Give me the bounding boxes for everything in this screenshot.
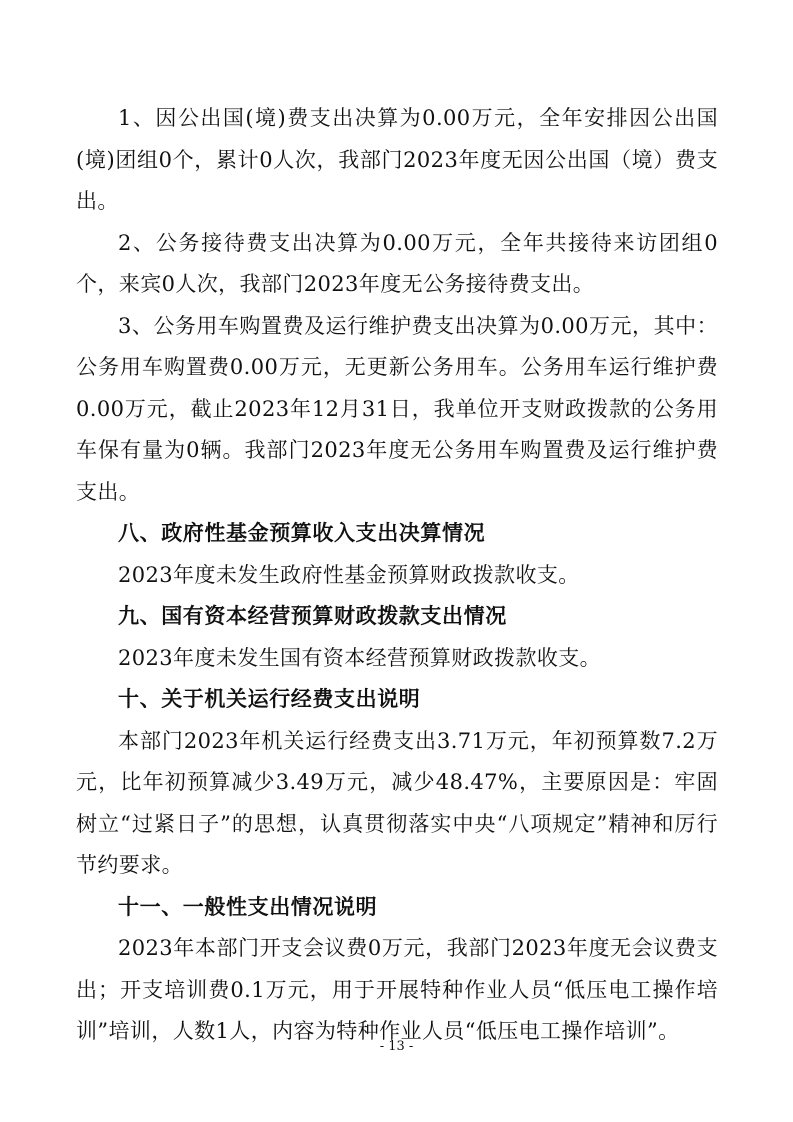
section-heading-10: 十、关于机关运行经费支出说明 bbox=[118, 687, 421, 711]
section-heading-8: 八、政府性基金预算收入支出决算情况 bbox=[118, 521, 486, 545]
paragraph-vehicle-expense: 3、公务用车购置费及运行维护费支出决算为0.00万元，其中：公务用车购置费0.00万元，无更新公务用车。公务用车运行维护费0.00万元，截止2023年12月31日，我单位开支财政拨款的公务用车保有量为0辆。我部门2023年度无公务用车购置费及运行维护费支出。 bbox=[76, 313, 718, 504]
paragraph-reception-expense: 2、公务接待费支出决算为0.00万元，全年共接待来访团组0个，来宾0人次，我部门2023年度无公务接待费支出。 bbox=[76, 230, 718, 296]
paragraph-general-expense: 2023年本部门开支会议费0万元，我部门2023年度无会议费支出；开支培训费0.1万元，用于开展特种作业人员“低压电工操作培训”培训，人数1人，内容为特种作业人员“低压电工操作培训”。 bbox=[76, 936, 718, 1043]
paragraph-government-fund: 2023年度未发生政府性基金预算财政拨款收支。 bbox=[118, 562, 580, 587]
document-body bbox=[76, 98, 718, 1053]
section-heading-11: 十一、一般性支出情况说明 bbox=[118, 894, 378, 919]
page-number: - 13 - bbox=[379, 1039, 414, 1054]
paragraph-state-capital: 2023年度未发生国有资本经营预算财政拨款收支。 bbox=[118, 645, 602, 670]
paragraph-overseas-expense: 1、因公出国(境)费支出决算为0.00万元，全年安排因公出国(境)团组0个，累计0人次，我部门2023年度无因公出国（境）费支出。 bbox=[76, 106, 718, 213]
paragraph-operating-expense: 本部门2023年机关运行经费支出3.71万元，年初预算数7.2万元，比年初预算减少3.49万元，减少48.47%，主要原因是：牢固树立“过紧日子”的思想，认真贯彻落实中央“八项规定”精神和厉行节约要求。 bbox=[76, 728, 718, 877]
section-heading-9: 九、国有资本经营预算财政拨款支出情况 bbox=[118, 604, 507, 628]
